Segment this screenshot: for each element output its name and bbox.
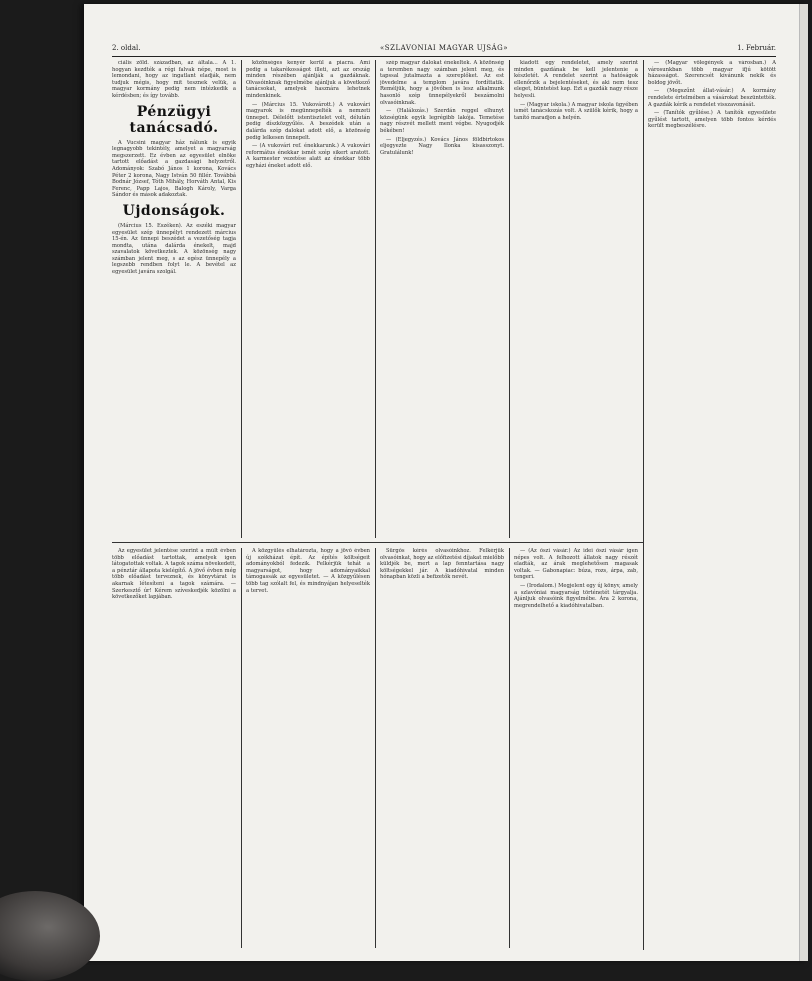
article-text: A közgyűlés elhatározta, hogy a jövő évben új székházat épít. Az építés költségeit adományokból fedezik. Felkérjük tehát a magyarságot, hogy adományaikkal támogassák az egyesületet. — A közgyűlésen több tag szólalt fel, és mindnyájan helyeselték a tervet.	[246, 548, 370, 594]
page-number-left: 2. oldal.	[112, 44, 141, 52]
article-text: — (Irodalom.) Megjelent egy új könyv, amely a szlavóniai magyarság történetét tárgyalja. Ajánljuk olvasóink figyelmébe. Ára 2 korona, megrendelhető a kiadóhivatalban.	[514, 582, 638, 609]
article-text: (Március 15. Eszéken). Az eszéki magyar egyesület szép ünnepélyt rendezett március 15-én. Az ünnepi beszédet a vezetőség tagja mondta, utána dalárda énekelt, majd szavalatok következtek. A közönség nagy számban jelent meg, s az egész ünnepély a legszebb rendben folyt le. A bevétel az egyesület javára szolgál.	[112, 222, 236, 276]
article-text: — (Magyar vőlegények a városban.) A városunkban több magyar ifjú kötött házasságot. Szerencsét kívánunk nekik és boldog jövőt.	[648, 60, 776, 86]
column-divider	[375, 548, 376, 948]
article-text: — (Az őszi vásár.) Az idei őszi vásár igen népes volt. A felhozott állatok nagy részét eladták, az árak meglehetősen magasak voltak. — Gabonapiac: búza, rozs, árpa, zab, tengeri.	[514, 548, 638, 581]
newspaper-page	[84, 4, 808, 961]
column-4-lower	[514, 548, 638, 948]
article-text: kiadott egy rendeletet, amely szerint minden gazdának be kell jelentenie a készletét. A rendelet szerint a hatóságok ellenőrzik a bejelentéseket, és aki nem tesz eleget, büntetést kap. Ezt a gazdák nagy része helyesli.	[514, 60, 638, 99]
article-text: — (A vukovári ref. énekkarunk.) A vukovári református énekkar ismét szép sikert aratott. A karmester vezetése alatt az énekkar több egyházi éneket adott elő.	[246, 143, 370, 169]
column-divider	[509, 548, 510, 948]
page-header	[112, 42, 776, 57]
column-3-upper	[380, 60, 504, 538]
article-text: — (Magyar iskola.) A magyar iskola ügyében ismét tanácskozás volt. A szülők kérik, hogy a tanító maradjon a helyén.	[514, 101, 638, 121]
section-heading-ujdonsagok: Ujdonságok.	[122, 202, 226, 219]
column-4-upper	[514, 60, 638, 538]
column-divider	[241, 548, 242, 948]
article-text: szép magyar dalokat énekeltek. A közönség a teremben nagy számban jelent meg, és tapssal jutalmazta a szereplőket. Az est jövedelme a templom javára fordíttatik. Reméljük, hogy a jövőben is lesz alkalmunk hasonló szép ünnepélyekről beszámolni olvasóinknak.	[380, 60, 504, 106]
article-text: — (Megszűnt állat-vásár.) A kormány rendelete értelmében a vásárokat beszüntették. A gazdák kérik a rendelet visszavonását.	[648, 88, 776, 108]
column-divider	[375, 60, 376, 538]
column-divider	[643, 60, 644, 950]
article-text: — (Március 15. Vukovárott.) A vukovári magyarok is megünnepelték a nemzeti ünnepet. Délelőtt istentisztelet volt, délután pedig díszközgyűlés. A beszédek után a dalárda szép dalokat adott elő, a közönség pedig lelkesen ünnepelt.	[246, 101, 370, 141]
article-text: közönséges kenyér kerül a piacra. Ami pedig a takarékosságot illeti, azt az ország minden részében ajánlják a gazdáknak. Olvasóinknak figyelmébe ajánljuk a következő tanácsokat, amelyek hasznára lehetnek mindenkinek.	[246, 60, 370, 99]
article-text: Az egyesület jelentése szerint a múlt évben több előadást tartottak, amelyek igen látogatottak voltak. A tagok száma növekedett, a pénztár állapota kielégítő. A jövő évben még több előadást terveznek, és könyvtárat is akarnak létesíteni a tagok számára. — Szerkesztő úr! Kérem szíveskedjék közölni a következőket lapjában.	[112, 548, 236, 601]
article-text: ciális zöld. században, az általa... A 1. hogyan kezdték a régi falvak népe, most is lemondani, hogy az ingatlant eladják, nem tudjuk mégis, hogy mit tesznek velük, a magyar kormány pedig nem intézkedik a kérdésben; és így tovább.	[112, 60, 236, 99]
article-text: — (Halálozás.) Szerdán reggel elhunyt községünk egyik legrégibb lakója. Temetése nagy részvét mellett ment végbe. Nyugodjék békében!	[380, 108, 504, 134]
column-2-lower	[246, 548, 370, 948]
column-1-lower	[112, 548, 236, 948]
column-3-lower	[380, 548, 504, 948]
article-text: — (Eljegyzés.) Kovács János földbirtokos eljegyezte Nagy Ilonka kisasszonyt. Gratulálunk!	[380, 136, 504, 156]
column-1-upper	[112, 60, 236, 538]
page-date-right: 1. Február.	[737, 44, 776, 52]
section-divider	[112, 542, 643, 543]
column-2-upper	[246, 60, 370, 538]
column-5	[648, 60, 776, 950]
page-edge	[799, 4, 808, 961]
column-divider	[241, 60, 242, 538]
article-text: — (Tanítók gyűlése.) A tanítók egyesülete gyűlést tartott, amelyen több fontos kérdés került megbeszélésre.	[648, 110, 776, 130]
column-divider	[509, 60, 510, 538]
newspaper-title: «SZLAVONIAI MAGYAR UJSÁG»	[380, 44, 508, 52]
article-text: Sürgős kérés olvasóinkhoz. Felkérjük olvasóinkat, hogy az előfizetési díjakat mielőbb küldjék be, mert a lap fenntartása nagy költségekkel jár. A kiadóhivatal minden hónapban közli a befizetők nevét.	[380, 548, 504, 581]
section-heading-penzugyi: Pénzügyi tanácsadó.	[129, 103, 219, 136]
article-text: A Vucsini magyar ház nálunk is egyik legnagyobb tekintély, amelyet a magyarság megszerzett. Ez évben az egyesület elnöke tartott előadást a gazdasági helyzetről. Adományok: Szabó János 1 korona, Kovács Péter 2 korona, Nagy István 50 fillér. Továbbá Bodnár József, Tóth Mihály, Horváth Antal, Kis Ferenc, Papp Lajos, Balogh Károly, Varga Sándor és mások adakoztak.	[112, 139, 236, 199]
